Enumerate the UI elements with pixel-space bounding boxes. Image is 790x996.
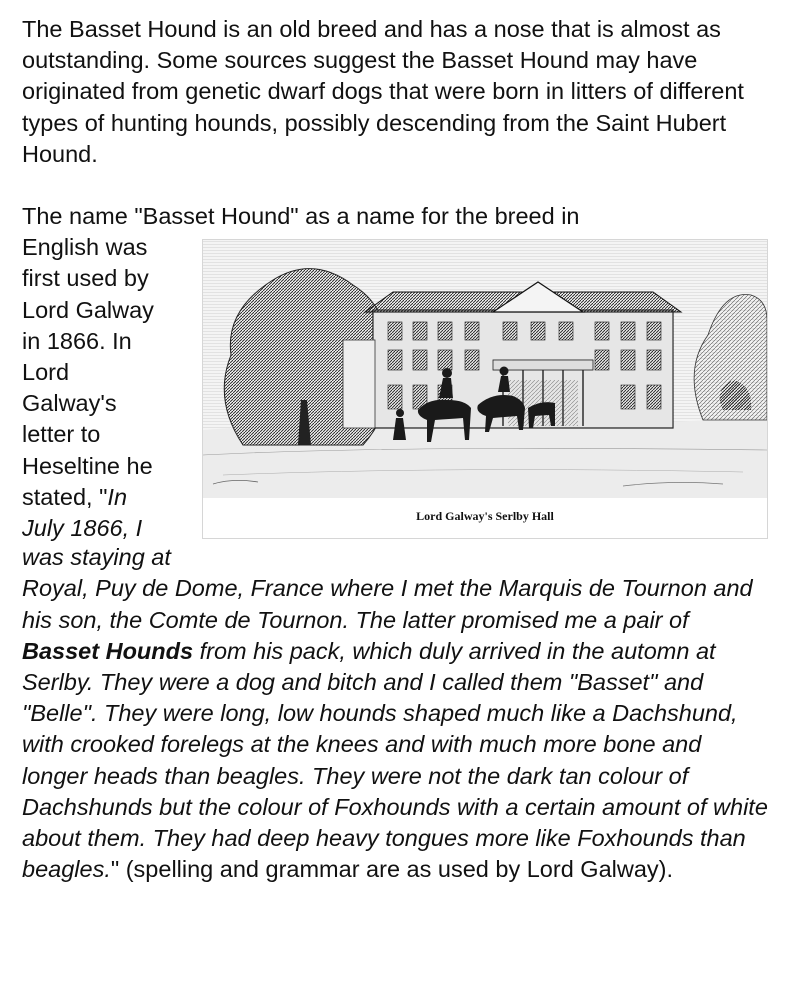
wrapped-line: Galway's: [22, 390, 117, 417]
first-line: The name "Basset Hound" as a name for the breed in: [22, 203, 580, 230]
wrapped-line: Lord Galway: [22, 296, 154, 323]
wrapped-line: Heseltine he: [22, 452, 153, 479]
paragraph-spacer: [22, 170, 768, 201]
wrapped-line: English was: [22, 234, 148, 261]
article-body: [22, 14, 768, 885]
serlby-hall-engraving-image: [203, 240, 767, 498]
figure-caption: Lord Galway's Serlby Hall: [416, 509, 554, 524]
wrapped-line: Lord: [22, 359, 70, 386]
paragraph-name-history: [22, 201, 768, 232]
quote-body-1: was staying at Royal, Puy de Dome, France where I met the Marquis de Tournon and his son, the Comte de Tournon. The latter promised me a pair of: [22, 544, 753, 633]
serlby-hall-figure: [202, 239, 768, 539]
quote-continuation: [22, 542, 768, 885]
wrapped-line: July 1866, I: [22, 515, 143, 542]
wrapped-line: first used by: [22, 265, 149, 292]
wrapped-line: stated, "In: [22, 483, 128, 510]
paragraph-origin: The Basset Hound is an old breed and has a nose that is almost as outstanding. Some sources suggest the Basset Hound may have originated from genetic dwarf dogs that were born in litters of different types of hunting hounds, possibly descending from the Saint Hubert Hound.: [22, 16, 744, 167]
quote-bold-term: Basset Hounds: [22, 637, 194, 664]
wrapped-line: letter to: [22, 421, 101, 448]
quote-outro: " (spelling and grammar are as used by Lord Galway).: [110, 856, 674, 883]
quote-body-2: from his pack, which duly arrived in the automn at Serlby. They were a dog and bitch and I called them "Basset" and "Belle". They were long, low hounds shaped much like a Dachshund, with crooked forelegs at the knees and with much more bone and longer heads than beagles. They were not the dark tan colour of Dachshunds but the colour of Foxhounds with a certain amount of white about them. They had deep heavy tongues more like Foxhounds than beagles.: [22, 637, 768, 883]
wrapped-line: in 1866. In: [22, 327, 132, 354]
